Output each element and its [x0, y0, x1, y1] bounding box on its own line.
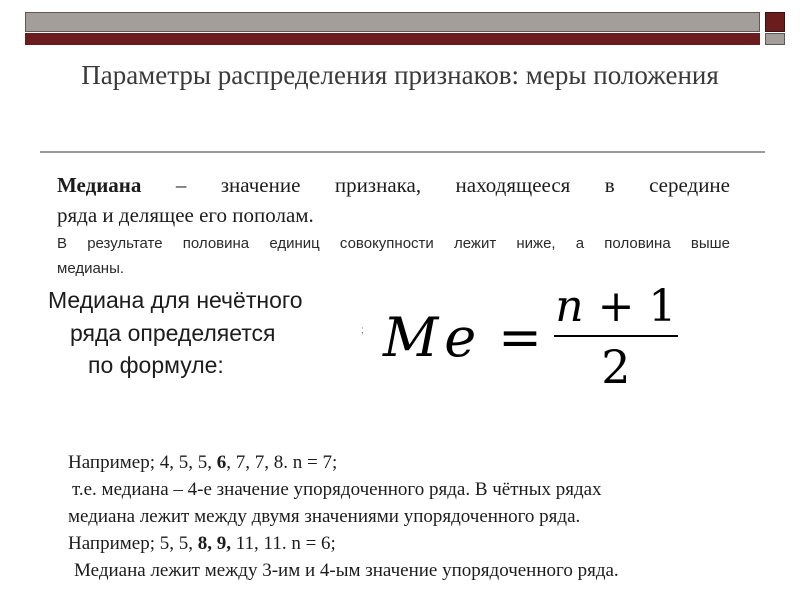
example-line-4-post: 11, 11. n = 6; — [230, 533, 336, 554]
definition-line-2: ряда и делящее его пополам. — [57, 203, 314, 227]
stray-mark: ; — [361, 325, 364, 336]
definition-line-1 — [57, 170, 730, 200]
example-line-4 — [68, 530, 336, 557]
formula-denominator: 2 — [601, 340, 631, 394]
formula-numerator — [555, 282, 676, 332]
definition-text: – значение признака, находящееся в середине — [141, 173, 730, 197]
example-line-4-pre: Например; 5, 5, — [68, 533, 198, 554]
formula-fraction-bar — [554, 335, 678, 337]
example-line-5: Медиана лежит между 3-им и 4-ым значение упорядоченного ряда. — [74, 560, 619, 581]
formula-lhs: Me — [383, 305, 483, 369]
header-corner-square-gray — [765, 33, 785, 45]
definition-term: Медиана — [57, 173, 142, 197]
header-corner-square-maroon — [765, 12, 785, 32]
odd-rule-line-1: Медиана для нечётного — [48, 287, 303, 313]
example-line-1-post: , 7, 7, 8. n = 7; — [226, 452, 338, 473]
example-line-4-median-pair: 8, 9, — [197, 533, 231, 554]
note-line-2: медианы. — [57, 260, 125, 277]
example-line-1-pre: Например; 4, 5, 5, — [68, 452, 217, 473]
example-line-1 — [68, 449, 337, 476]
note-line-1: В результате половина единиц совокупности лежит ниже, а половина выше — [57, 235, 730, 252]
odd-rule-line-3: по формуле: — [88, 352, 224, 378]
slide-title: Параметры распределения признаков: меры положения — [81, 60, 719, 90]
example-line-3: медиана лежит между двумя значениями упорядоченного ряда. — [68, 506, 581, 527]
formula-numerator-variable: n — [555, 281, 584, 332]
odd-rule-line-2: ряда определяется — [70, 320, 276, 346]
title-divider — [40, 151, 765, 153]
median-formula — [383, 282, 678, 393]
formula-equals: = — [498, 307, 542, 368]
example-line-1-median: 6 — [216, 452, 227, 473]
example-line-2: т.е. медиана – 4-е значение упорядоченного ряда. В чётных рядах — [72, 479, 602, 500]
header-maroon-bar — [25, 33, 760, 45]
formula-numerator-rest: + 1 — [583, 281, 677, 332]
formula-fraction — [554, 282, 678, 393]
header-gray-bar — [25, 12, 760, 32]
